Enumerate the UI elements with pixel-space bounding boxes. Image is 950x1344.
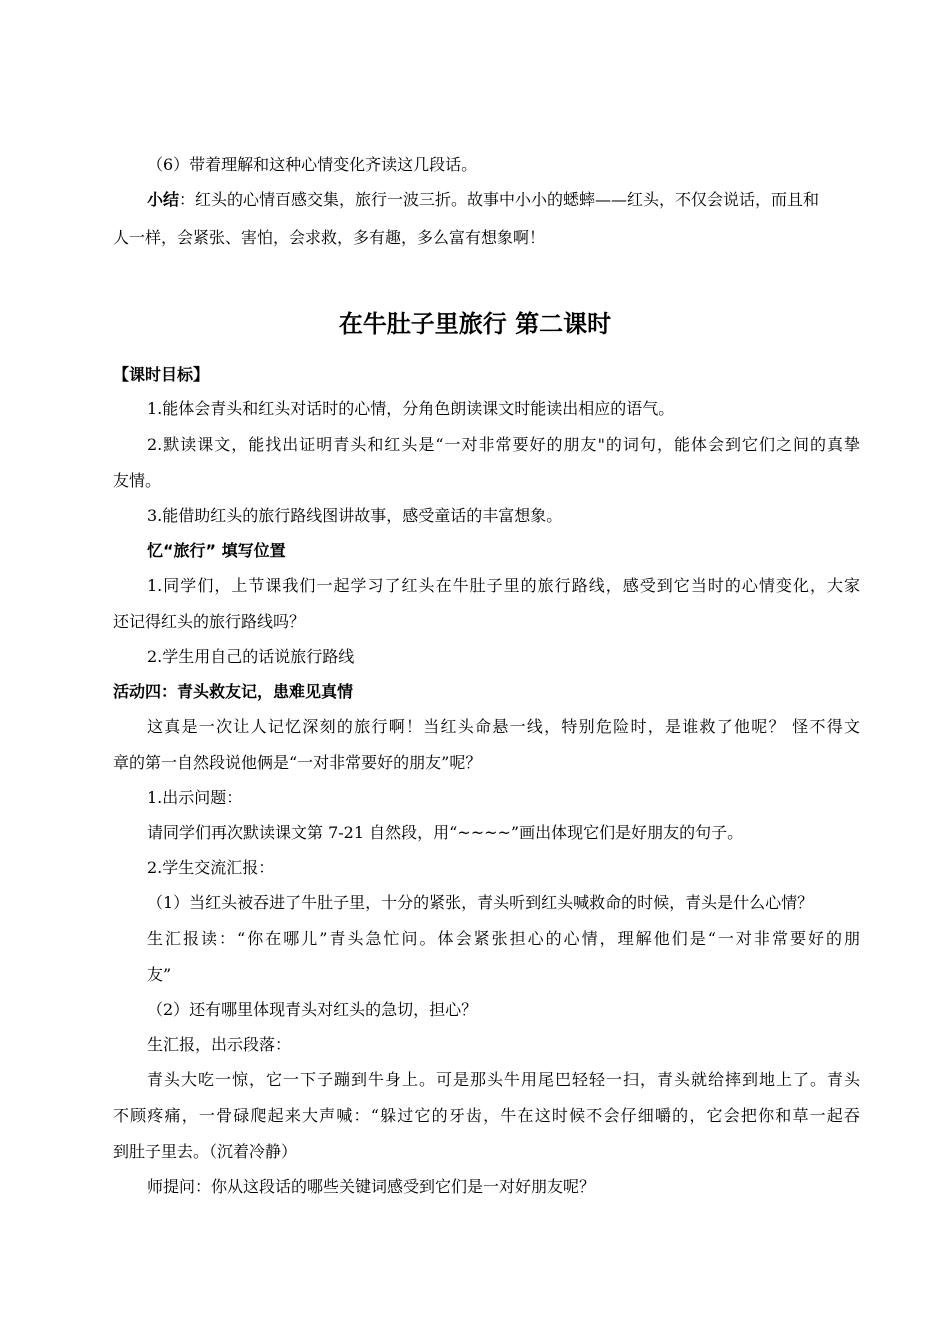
activity4-question-1: （1）当红头被吞进了牛肚子里，十分的紧张，青头听到红头喊救命的时候，青头是什么心情？ <box>147 893 814 912</box>
activity4-p1-line-1: 这真是一次让人记忆深刻的旅行啊！当红头命悬一线，特别危险时，是谁救了他呢？ 怪不得文 <box>147 717 860 736</box>
passage-line-3: 到肚子里去。（沉着冷静） <box>113 1142 298 1161</box>
teacher-question: 师提问：你从这段话的哪些关键词感受到它们是一对好朋友呢？ <box>147 1177 596 1196</box>
activity4-p1-line-2: 章的第一自然段说他俩是“一对非常要好的朋友”呢？ <box>113 753 482 772</box>
recall-item-1-line-1: 1.同学们，上节课我们一起学习了红头在牛肚子里的旅行路线，感受到它当时的心情变化，大家 <box>147 576 860 595</box>
activity4-heading: 活动四：青头救友记，患难见真情 <box>113 682 354 701</box>
objectives-heading: 【课时目标】 <box>113 365 210 384</box>
activity4-step-2: 2.学生交流汇报： <box>147 858 275 877</box>
step-6-line: （6）带着理解和这种心情变化齐读这几段话。 <box>147 155 478 174</box>
activity4-answer-2: 生汇报，出示段落： <box>147 1035 292 1054</box>
summary-line-1 <box>147 189 860 211</box>
summary-label: 小结 <box>147 190 180 209</box>
passage-line-2: 不顾疼痛，一骨碌爬起来大声喊：“躲过它的牙齿，牛在这时候不会仔细嚼的，它会把你和草一起吞 <box>113 1106 860 1125</box>
summary-text: ：红头的心情百感交集，旅行一波三折。故事中小小的蟋蟀——红头，不仅会说话，而且和 <box>179 190 820 209</box>
page-title: 在牛肚子里旅行 第二课时 <box>338 310 612 338</box>
activity4-question-2: （2）还有哪里体现青头对红头的急切，担心？ <box>147 1000 478 1019</box>
activity4-answer-1-line-1: 生汇报读：“你在哪儿”青头急忙问。体会紧张担心的心情，理解他们是“一对非常要好的朋 <box>147 929 860 948</box>
objective-item-1: 1.能体会青头和红头对话时的心情，分角色朗读课文时能读出相应的语气。 <box>147 399 675 418</box>
activity4-step-1-text: 请同学们再次默读课文第 7-21 自然段，用“~~~~”画出体现它们是好朋友的句子。 <box>147 823 744 842</box>
summary-line-2: 人一样，会紧张、害怕，会求救，多有趣，多么富有想象啊！ <box>113 228 546 247</box>
recall-item-1-line-2: 还记得红头的旅行路线吗？ <box>113 612 306 631</box>
activity4-step-1: 1.出示问题： <box>147 788 243 807</box>
passage-line-1: 青头大吃一惊，它一下子蹦到牛身上。可是那头牛用尾巴轻轻一扫，青头就给摔到地上了。青头 <box>147 1070 860 1089</box>
activity4-answer-1-line-2: 友” <box>147 965 172 984</box>
recall-heading: 忆“旅行” 填写位置 <box>147 541 286 560</box>
objective-item-3: 3.能借助红头的旅行路线图讲故事，感受童话的丰富想象。 <box>147 506 563 525</box>
objective-item-2-line-2: 友情。 <box>113 471 162 490</box>
objective-item-2-line-1: 2.默读课文，能找出证明青头和红头是“一对非常要好的朋友"的词句，能体会到它们之间的真挚 <box>147 435 860 454</box>
recall-item-2: 2.学生用自己的话说旅行路线 <box>147 647 355 666</box>
